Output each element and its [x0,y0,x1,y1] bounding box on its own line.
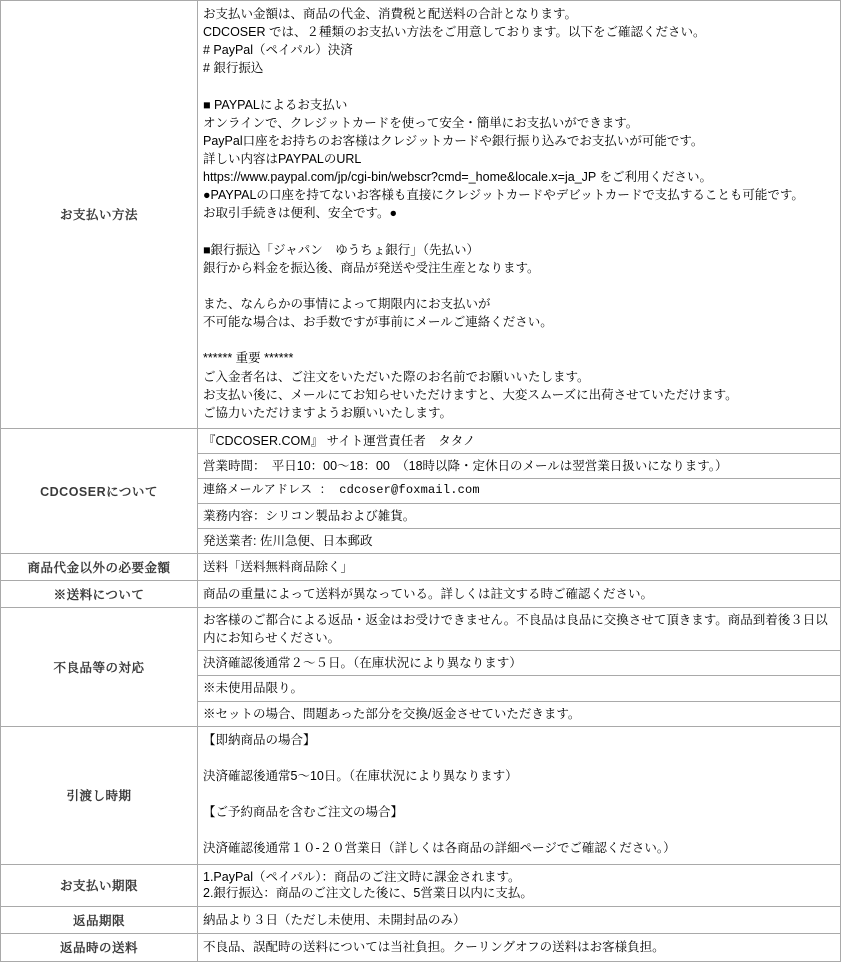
about-line: 発送業者: 佐川急便、日本郵政 [203,533,373,548]
shipping-note-text: 商品の重量によって送料が異なっている。詳しくは註文する時ご確認ください。 [203,586,654,601]
payment-line: 不可能な場合は、お手数ですが事前にメールご連絡ください。 [203,315,553,330]
payment-method-body [198,1,840,428]
row-value-delivery-time [198,726,841,864]
table-row-about-cdcoser [1,428,841,553]
list-item [198,651,840,676]
about-cdcoser-subtable [198,429,840,553]
row-label-return-deadline: 返品期限 [1,907,198,934]
table-row-delivery-time [1,726,841,864]
delivery-line: 決済確認後通常１０-２０営業日（詳しくは各商品の詳細ページでご確認ください。） [203,841,676,856]
payment-line: ●PAYPALの口座を持てないお客様も直接にクレジットカードやデビットカードで支払することも可能です。 [203,188,804,203]
defective-line: 決済確認後通常２～５日。（在庫状況により異なります） [198,651,840,676]
payment-line [203,223,836,241]
row-label-about-cdcoser: CDCOSERについて [1,428,198,553]
delivery-line: 【即納商品の場合】 [203,732,316,747]
payment-line [203,277,836,295]
payment-line: お支払い後に、メールにてお知らせいただけますと、大変スムーズに出荷させていただけます。 [203,387,738,402]
table-row-extra-charges [1,553,841,580]
payment-deadline-line: 1.PayPal（ペイパル）：商品のご注文時に課金されます。 [203,869,521,884]
table-row-defective [1,608,841,727]
delivery-line: 決済確認後通常5～10日。（在庫状況により異なります） [203,768,518,783]
payment-line [203,78,836,96]
list-item [198,479,840,503]
payment-line: # PayPal（ペイパル）決済 [203,43,353,58]
defective-subtable [198,608,840,726]
payment-deadline-line: 2.銀行振込：商品のご注文した後に、5営業日以内に支払。 [203,886,533,901]
table-row-return-shipping [1,934,841,961]
list-item [198,608,840,651]
row-label-payment-method: お支払い方法 [1,1,198,429]
payment-line: PayPal口座をお持ちのお客様はクレジットカードや銀行振り込みでお支払いが可能です。 [203,133,704,148]
delivery-line: 【ご予約商品を含むご注文の場合】 [203,805,404,820]
row-value-extra-charges [198,553,841,580]
about-line: 営業時間： 平日10：00～18：00 （18時以降・定休日のメールは翌営業日扱いになります。） [198,454,840,479]
row-value-payment-deadline [198,864,841,907]
payment-line [203,331,836,349]
payment-line: お取引手続きは便利、安全です。● [203,206,398,221]
payment-line: CDCOSER では、２種類のお支払い方法をご用意しております。以下をご確認ください。 [203,25,706,40]
delivery-line [203,785,836,803]
payment-line: ご協力いただけますようお願いいたします。 [203,405,453,420]
about-line: 業務内容：シリコン製品および雑貨。 [198,503,840,528]
table-row-return-deadline [1,907,841,934]
table-row-payment-deadline [1,864,841,907]
defective-line: お客様のご都合による返品・返金はお受けできません。不良品は良品に交換させて頂きます。商品到着後３日以内にお知らせください。 [198,608,840,651]
payment-deadline-body [198,865,840,907]
about-line: 『CDCOSER.COM』 サイト運営責任者 タタノ [198,429,840,454]
list-item [198,528,840,553]
delivery-line [203,749,836,767]
payment-line: オンラインで、クレジットカードを使って安全・簡単にお支払いができます。 [203,115,639,130]
defective-line: ※セットの場合、問題あった部分を交換/返金させていただきます。 [203,706,581,721]
row-value-about-cdcoser [198,428,841,553]
list-item [198,676,840,701]
list-item [198,454,840,479]
payment-line: お支払い金額は、商品の代金、消費税と配送料の合計となります。 [203,7,578,21]
extra-charges-text: 送料「送料無料商品除く」 [203,559,354,574]
payment-line: ****** 重要 ****** [203,351,294,366]
return-deadline-text: 納品より３日（ただし未使用、未開封品のみ） [203,913,466,928]
row-value-return-deadline [198,907,841,934]
list-item [198,701,840,726]
row-value-return-shipping [198,934,841,961]
payment-line: ■銀行振込「ジャパン ゆうちょ銀行」（先払い） [203,242,480,257]
about-email-line[interactable]: 連絡メールアドレス ： cdcoser@foxmail.com [198,479,840,503]
row-label-shipping-note: ※送料について [1,580,198,607]
list-item [198,503,840,528]
return-shipping-text: 不良品、誤配時の送料については当社負担。クーリングオフの送料はお客様負担。 [203,940,665,955]
row-label-extra-charges: 商品代金以外の必要金額 [1,553,198,580]
payment-line: ご入金者名は、ご注文をいただいた際のお名前でお願いいたします。 [203,369,590,384]
defective-line: ※未使用品限り。 [198,676,840,701]
delivery-time-body [198,727,840,864]
payment-line: また、なんらかの事情によって期限内にお支払いが [203,297,491,311]
row-value-defective [198,608,841,727]
row-label-defective: 不良品等の対応 [1,608,198,727]
row-label-delivery-time: 引渡し時期 [1,726,198,864]
table-row-shipping-note [1,580,841,607]
table-row-payment-method [1,1,841,429]
list-item [198,429,840,454]
row-value-payment-method [198,1,841,429]
payment-line: ■ PAYPALによるお支払い [203,97,348,112]
payment-line: # 銀行振込 [203,61,264,76]
delivery-line [203,821,836,839]
payment-line: 詳しい内容はPAYPALのURL [203,152,362,166]
row-value-shipping-note [198,580,841,607]
row-label-return-shipping: 返品時の送料 [1,934,198,961]
row-label-payment-deadline: お支払い期限 [1,864,198,907]
payment-line: 銀行から料金を振込後、商品が発送や受注生産となります。 [203,260,540,275]
paypal-url-line[interactable]: https://www.paypal.com/jp/cgi-bin/webscr?cmd=_home&locale.x=ja_JP をご利用ください。 [203,170,712,185]
